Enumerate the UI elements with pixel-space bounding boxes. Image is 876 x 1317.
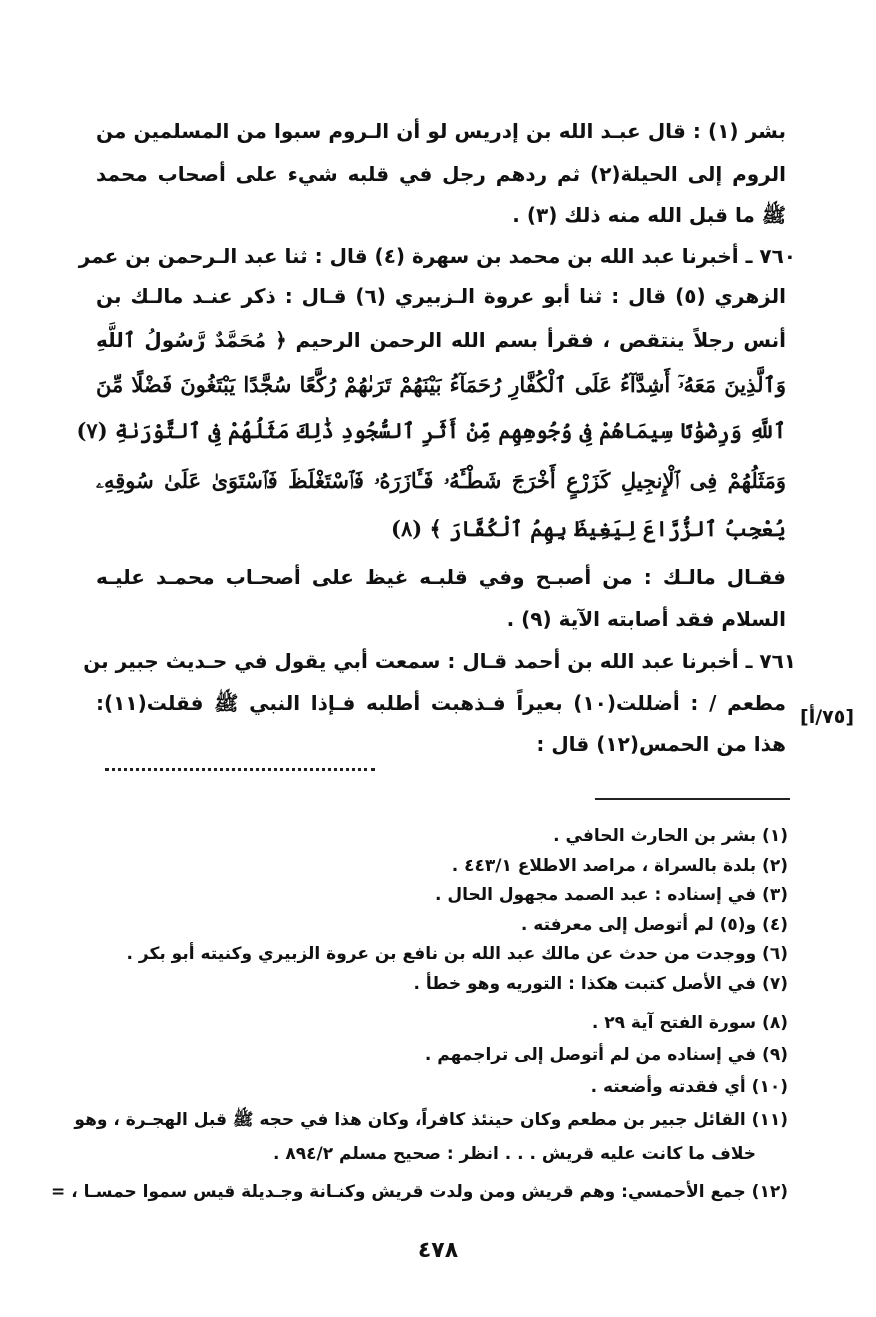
footnote: (١٢) جمع الأحمسي: وهم قريش ومن ولدت قريش وكنـانة وجـديلة قيس سموا حمسـا ، = [51, 1182, 788, 1202]
footnote: (١) بشر بن الحارث الحافي . [553, 826, 788, 846]
body-line: بشر (١) : قال عبـد الله بن إدريس لو أن الـروم سبوا من المسلمين من [96, 119, 786, 143]
hadith-760-line: ٧٦٠ ـ أخبرنا عبد الله بن محمد بن سهرة (٤) قال : ثنا عبد الـرحمن بن عمر [78, 244, 796, 268]
quran-verse-line: وَٱلَّذِينَ مَعَهُۥٓ أَشِدَّآءُ عَلَى ٱلْكُفَّارِ رُحَمَآءُ بَيْنَهُمْ تَرَىٰهُمْ رُكَّعًا سُجَّدًا يَبْتَغُونَ فَضْلًا مِّنَ [96, 372, 786, 397]
body-line: ﷺ ما قبل الله منه ذلك (٣) . [512, 203, 786, 227]
body-line: هذا من الحمس(١٢) قال : [536, 732, 786, 756]
margin-folio-note: [٧٥/أ] [800, 706, 855, 728]
body-line: أنس رجلاً ينتقص ، فقرأ بسم الله الرحمن الرحيم ﴿ مُحَمَّدٌ رَّسُولُ ٱللَّهِ [96, 328, 786, 352]
quran-verse-line: ٱللَّهِ وَرِضْوَٰنًا سِيمَاهُمْ فِى وُجُوهِهِم مِّنْ أَثَرِ ٱلسُّجُودِ ذَٰلِكَ مَثَلُهُمْ فِى ٱلتَّوْرَىٰةِ (٧) [76, 418, 786, 443]
footnote: (١٠) أي فقدته وأضعته . [590, 1077, 788, 1097]
body-line: فقـال مالـك : من أصبـح وفي قلبـه غيظ على أصحـاب محمـد عليـه [96, 565, 786, 589]
quran-verse-line: وَمَثَلُهُمْ فِى ٱلْإِنجِيلِ كَزَرْعٍ أَخْرَجَ شَطْـَٔهُۥ فَـَٔازَرَهُۥ فَٱسْتَغْلَظَ فَٱسْتَوَىٰ عَلَىٰ سُوقِهِۦ [96, 468, 786, 493]
ellipsis-dots [105, 748, 375, 771]
footnote: (٤) و(٥) لم أتوصل إلى معرفته . [520, 915, 788, 935]
hadith-761-line: ٧٦١ ـ أخبرنا عبد الله بن أحمد قـال : سمعت أبي يقول في حـديث جبير بن [83, 649, 796, 673]
footnote: (٧) في الأصل كتبت هكذا : التوريه وهو خطأ . [413, 974, 788, 994]
page-number: ٤٧٨ [417, 1238, 459, 1263]
footnote: (٢) بلدة بالسراة ، مراصد الاطلاع ٤٤٣/١ . [451, 856, 788, 876]
body-line: الزهري (٥) قال : ثنا أبو عروة الـزبيري (٦) قـال : ذكر عنـد مالـك بن [96, 284, 786, 308]
footnote: (٩) في إسناده من لم أتوصل إلى تراجمهم . [424, 1045, 788, 1065]
footnote: (٦) ووجدت من حدث عن مالك عبد الله بن نافع بن عروة الزبيري وكنيته أبو بكر . [126, 944, 788, 964]
body-line: السلام فقد أصابته الآية (٩) . [506, 607, 786, 631]
body-line: الروم إلى الحيلة(٢) ثم ردهم رجل في قلبه شيء على أصحاب محمد [96, 162, 786, 186]
quran-verse-line: يُعْجِبُ ٱلزُّرَّاعَ لِيَغِيظَ بِهِمُ ٱلْكُفَّارَ ﴾ (٨) [391, 516, 786, 541]
footnote: (٨) سورة الفتح آية ٢٩ . [591, 1013, 788, 1033]
footnote: (٣) في إسناده : عبد الصمد مجهول الحال . [434, 885, 788, 905]
footnote: (١١) القائل جبير بن مطعم وكان حينئذ كافراً، وكان هذا في حجه ﷺ قبل الهجـرة ، وهو [74, 1110, 788, 1130]
footnote-separator [595, 798, 790, 800]
body-line: مطعم / : أضللت(١٠) بعيراً فـذهبت أطلبه فـإذا النبي ﷺ فقلت(١١): [96, 691, 786, 715]
footnote-continuation: خلاف ما كانت عليه قريش . . . انظر : صحيح مسلم ٨٩٤/٢ . [272, 1144, 756, 1164]
